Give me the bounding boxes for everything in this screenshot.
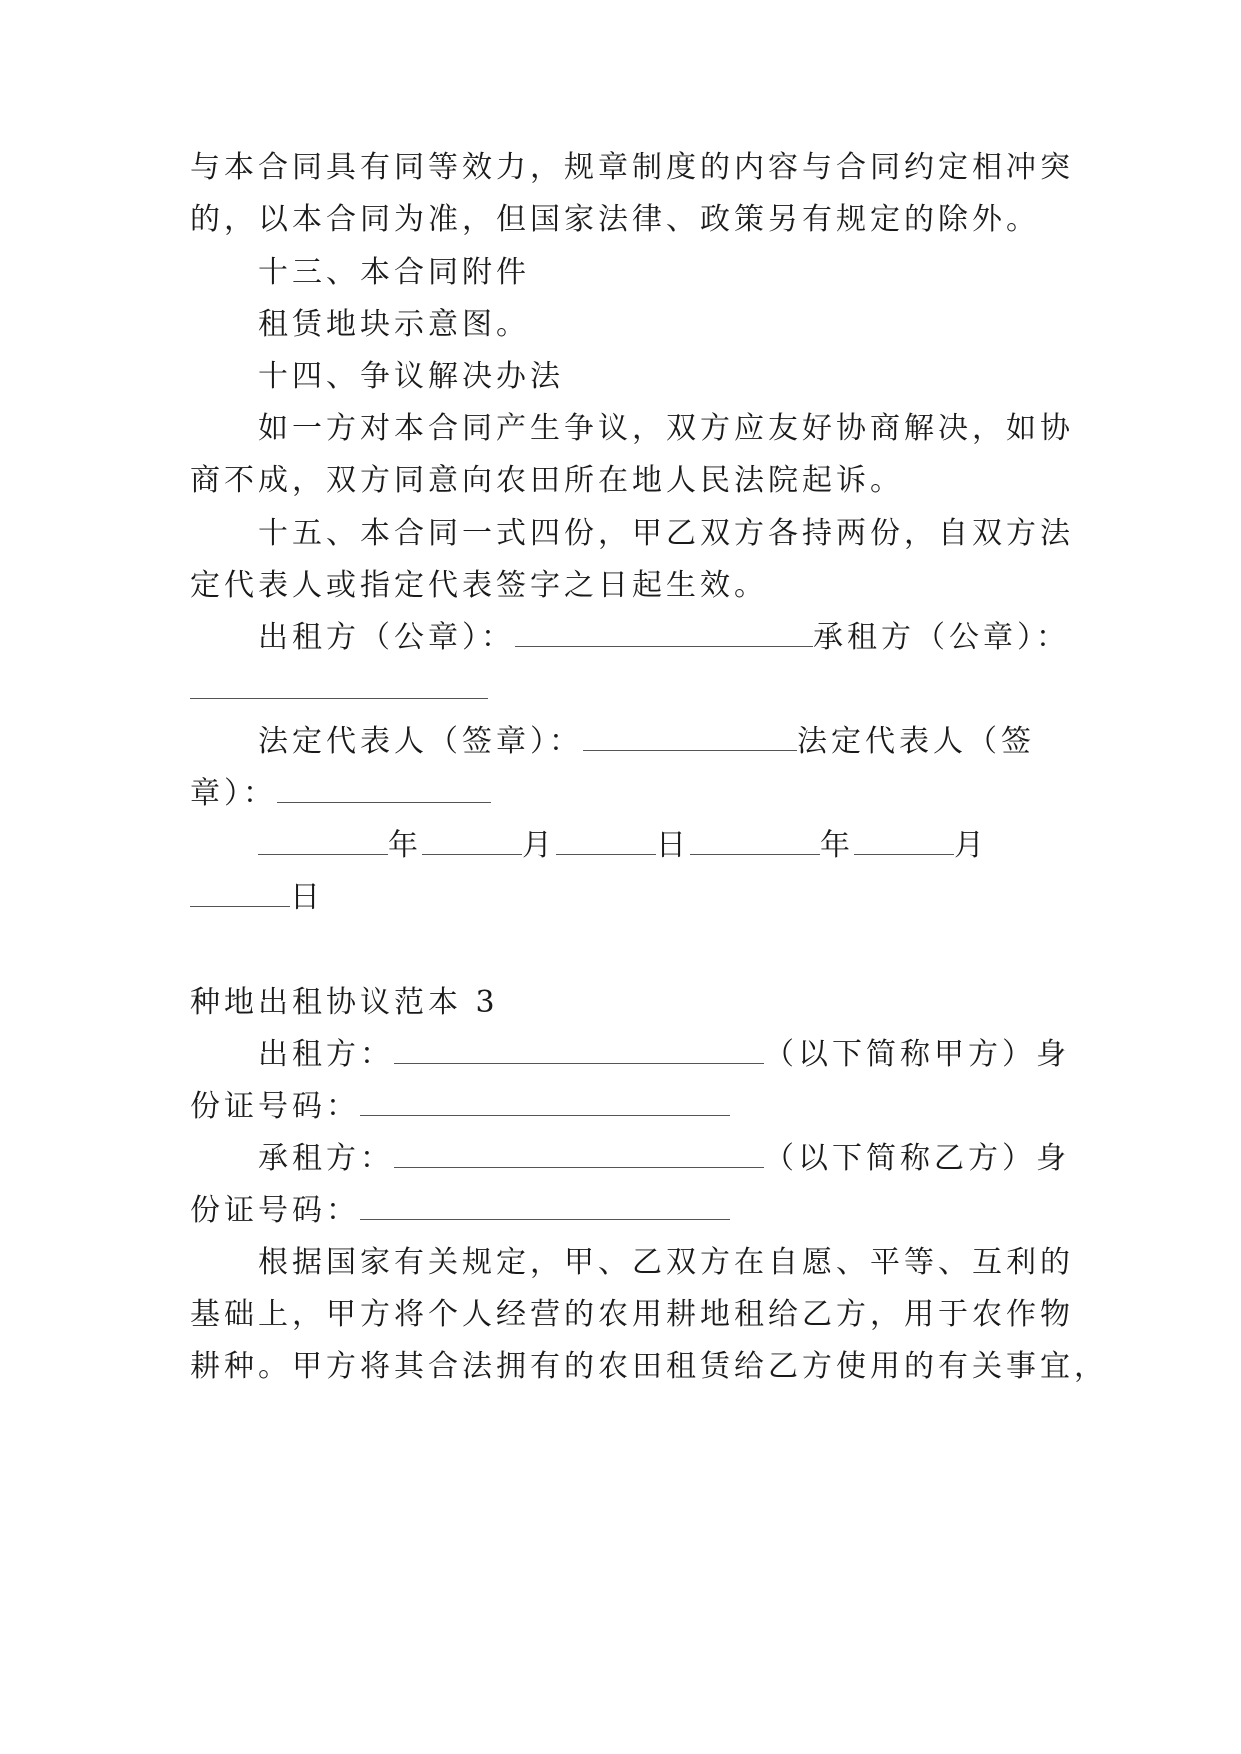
day-blank bbox=[190, 884, 290, 907]
rep-row-continued bbox=[190, 774, 491, 814]
lessee-name-blank bbox=[394, 1145, 764, 1168]
lessor-name-blank bbox=[394, 1041, 764, 1064]
lessor-id-row bbox=[190, 1087, 730, 1127]
lessee-id-row bbox=[190, 1191, 730, 1231]
lessee-seal-label: 承租方（公章）： bbox=[813, 620, 1070, 655]
lessor-seal-label: 出租方（公章）： bbox=[258, 620, 515, 655]
day-label: 日 bbox=[290, 880, 324, 915]
month-blank bbox=[854, 832, 954, 855]
paragraph-line: 根据国家有关规定，甲、乙双方在自愿、平等、互利的 bbox=[258, 1245, 1074, 1280]
paragraph-line: 定代表人或指定代表签字之日起生效。 bbox=[190, 568, 768, 603]
lessee-seal-blank bbox=[190, 676, 488, 699]
paragraph-line: 基础上，甲方将个人经营的农用耕地租给乙方，用于农作物 bbox=[190, 1297, 1074, 1332]
year-label: 年 bbox=[388, 828, 422, 863]
id-label: 份证号码： bbox=[190, 1089, 360, 1124]
id-label: 份证号码： bbox=[190, 1193, 360, 1228]
lessee-note: （以下简称乙方）身 bbox=[764, 1141, 1070, 1176]
lessor-label: 出租方： bbox=[258, 1037, 394, 1072]
month-label: 月 bbox=[522, 828, 556, 863]
year-label: 年 bbox=[820, 828, 854, 863]
lessor-seal-blank bbox=[515, 624, 813, 647]
lessor-rep-label: 法定代表人（签章）： bbox=[258, 724, 583, 759]
lessee-id-blank bbox=[360, 1197, 730, 1220]
paragraph-line: 的，以本合同为准，但国家法律、政策另有规定的除外。 bbox=[190, 202, 1040, 237]
lessor-rep-blank bbox=[583, 728, 797, 751]
lessor-id-blank bbox=[360, 1093, 730, 1116]
section-heading: 十三、本合同附件 bbox=[258, 255, 530, 290]
lessee-rep-label: 法定代表人（签 bbox=[797, 724, 1035, 759]
paragraph-line: 与本合同具有同等效力，规章制度的内容与合同约定相冲突 bbox=[190, 150, 1074, 185]
day-blank bbox=[556, 832, 656, 855]
paragraph-line: 商不成，双方同意向农田所在地人民法院起诉。 bbox=[190, 463, 904, 498]
lessor-row bbox=[258, 1035, 1070, 1075]
month-label: 月 bbox=[954, 828, 988, 863]
paragraph-line: 如一方对本合同产生争议，双方应友好协商解决，如协 bbox=[258, 411, 1074, 446]
date-row bbox=[258, 826, 1058, 866]
lessee-label: 承租方： bbox=[258, 1141, 394, 1176]
paragraph-line: 十五、本合同一式四份，甲乙双方各持两份，自双方法 bbox=[258, 516, 1074, 551]
lessee-row bbox=[258, 1139, 1070, 1179]
paragraph-line: 租赁地块示意图。 bbox=[258, 307, 530, 342]
day-label: 日 bbox=[656, 828, 690, 863]
lessee-rep-label-end: 章）： bbox=[190, 776, 277, 811]
seal-row bbox=[258, 618, 1070, 658]
rep-row bbox=[258, 722, 1058, 762]
month-blank bbox=[422, 832, 522, 855]
section-heading: 十四、争议解决办法 bbox=[258, 359, 564, 394]
year-blank bbox=[690, 832, 820, 855]
lessee-seal-line bbox=[190, 670, 488, 710]
year-blank bbox=[258, 832, 388, 855]
lessee-rep-blank bbox=[277, 780, 491, 803]
lessor-note: （以下简称甲方）身 bbox=[764, 1037, 1070, 1072]
section-title: 种地出租协议范本 3 bbox=[190, 985, 499, 1020]
paragraph-line: 耕种。甲方将其合法拥有的农田租赁给乙方使用的有关事宜， bbox=[190, 1349, 1108, 1384]
date-row-continued bbox=[190, 878, 324, 918]
